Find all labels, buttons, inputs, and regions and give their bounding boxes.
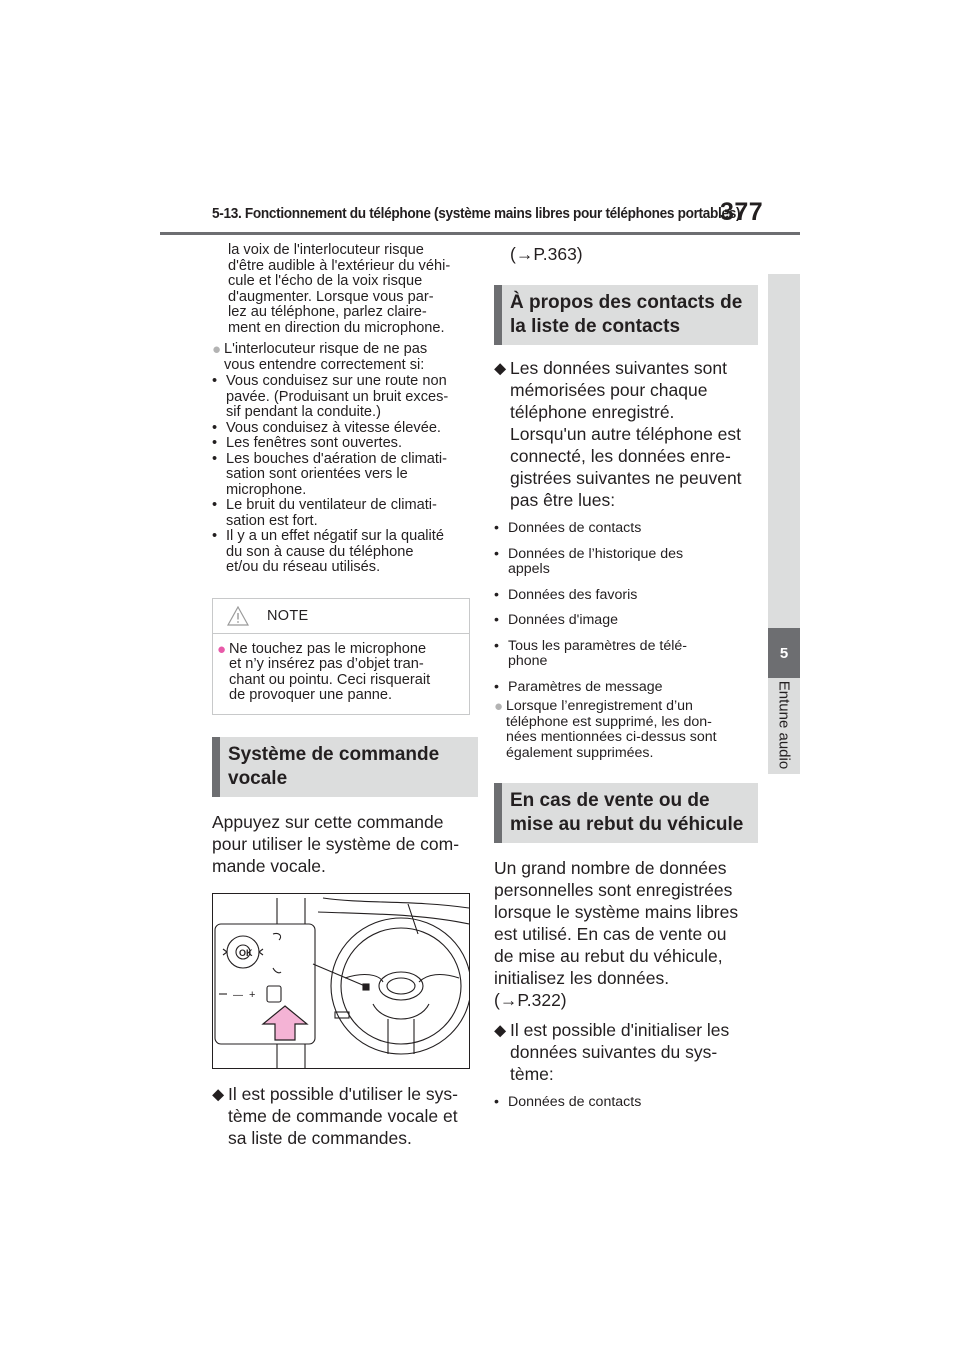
figure-plus-label: + xyxy=(249,988,256,1001)
left-column xyxy=(212,243,470,1149)
intro-paragraph: la voix de l'interlocuteur risque d'être audible à l'extérieur du véhi- cule et l'écho de la voix risque d'augmenter. Lorsque vous par- lez au téléphone, parlez claire- ment en direction du microphone. xyxy=(228,242,451,336)
note-header xyxy=(213,599,469,634)
right-column xyxy=(494,243,754,1111)
list-item: ⬥ Il est possible d'utiliser le sys- tème de commande vocale et sa liste de commandes. xyxy=(212,1083,458,1148)
figure-ok-label: OK xyxy=(239,947,253,958)
note-label: NOTE xyxy=(267,607,309,624)
note-body: ● Ne touchez pas le microphone et n’y insérez pas d’objet tran- chant ou pointu. Ceci risquerait de provoquer une panne. xyxy=(217,640,431,703)
side-tab-number: 5 xyxy=(768,628,800,678)
circle-bullet-icon: ● xyxy=(217,640,227,658)
running-header: 5-13. Fonctionnement du téléphone (système mains libres pour téléphones portables) xyxy=(212,206,741,222)
side-tab-label: Entune audio xyxy=(775,680,793,770)
list-item: • Vous conduisez sur une route non pavée. (Produisant un bruit exces- sif pendant la conduite.) xyxy=(212,373,449,420)
list-item: ⬥ Il est possible d'initialiser les données suivantes du sys- tème: xyxy=(494,1020,730,1084)
note-box xyxy=(212,598,470,715)
list-item: • Le bruit du ventilateur de climati- sation est fort. xyxy=(212,497,437,529)
list-item: • Données de contacts xyxy=(494,1094,642,1110)
list-item: • Les bouches d'aération de climati- sation sont orientées vers le microphone. xyxy=(212,450,448,498)
list-item: ● L'interlocuteur risque de ne pas vous entendre correctement si: xyxy=(212,341,428,373)
list-item: ● Lorsque l’enregistrement d’un téléphone est supprimé, les don- nées mentionnées ci-dessus sont également supprimées. xyxy=(494,698,717,761)
dash-list xyxy=(212,374,470,576)
page-number: 377 xyxy=(720,198,764,226)
list-item: • Les fenêtres sont ouvertes. xyxy=(212,435,403,451)
voice-body-text: Appuyez sur cette commande pour utiliser le système de com- mande vocale. xyxy=(212,811,460,876)
warning-triangle-icon xyxy=(227,606,249,626)
list-item: • Données des favoris xyxy=(494,586,638,603)
diamond-bullet-icon: ⬥ xyxy=(494,358,507,378)
figure-minus-label: — xyxy=(233,989,243,1001)
list-item: • Tous les paramètres de télé- phone xyxy=(494,637,688,669)
list-item: • Données de contacts xyxy=(494,520,642,536)
initialize-data-list xyxy=(494,1095,754,1111)
steering-wheel-figure xyxy=(212,893,470,1069)
reference-link: (→P.363) xyxy=(510,244,583,264)
list-item: • Données d'image xyxy=(494,612,618,628)
diamond-bullet-icon: ⬥ xyxy=(212,1083,225,1104)
list-item: • Données de l’historique des appels xyxy=(494,545,684,577)
section-heading-voice-command: Système de commande vocale xyxy=(212,737,478,797)
section-heading-sale-disposal: En cas de vente ou de mise au rebut du véhicule xyxy=(494,783,758,843)
sale-body-text: Un grand nombre de données personnelles sont enregistrées lorsque le système mains libres est utilisé. En cas de vente ou de mise au rebut du véhicule, initialisez les données. (→P.322) xyxy=(494,858,739,1010)
section-heading-contacts: À propos des contacts de la liste de contacts xyxy=(494,285,758,345)
circle-bullet-icon: ● xyxy=(494,698,504,715)
list-item: ⬥ Les données suivantes sont mémorisées pour chaque téléphone enregistré. Lorsqu'un autre téléphone est connecté, les données enre- gistrées suivantes ne peuvent pas être lues: xyxy=(494,358,742,510)
list-item: • Vous conduisez à vitesse élevée. xyxy=(212,419,441,436)
circle-bullet-icon: ● xyxy=(212,341,222,358)
list-item: • Il y a un effet négatif sur la qualité du son à cause du téléphone et/ou du réseau utilisés. xyxy=(212,528,444,575)
contacts-data-list xyxy=(494,521,754,695)
header-rule xyxy=(160,232,800,235)
list-item: • Paramètres de message xyxy=(494,678,663,695)
diamond-bullet-icon: ⬥ xyxy=(494,1020,507,1040)
